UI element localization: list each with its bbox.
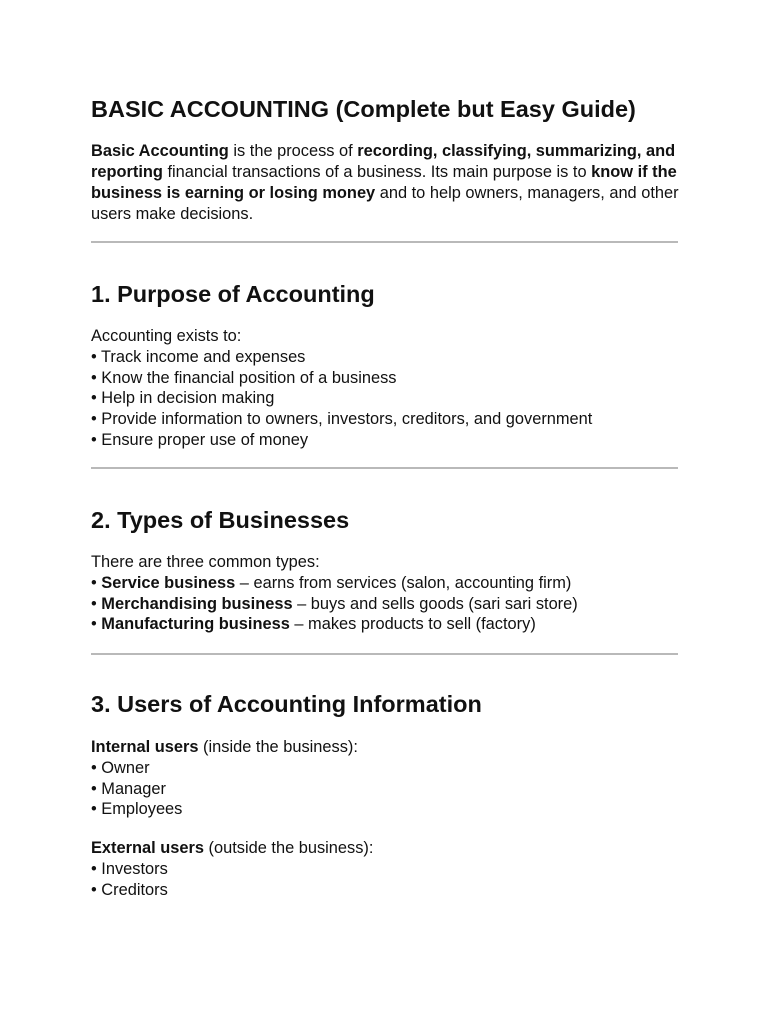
intro-text-1: is the process of — [228, 142, 358, 160]
section-heading-purpose: 1. Purpose of Accounting — [91, 281, 375, 307]
intro-text-3: and to help owners, managers, and other users make decisions. — [91, 184, 679, 223]
divider — [91, 241, 678, 243]
intro-bold-process: recording, classifying, summarizing, and reporting — [91, 142, 676, 181]
intro-text-2: financial transactions of a business. Its main purpose is to — [162, 163, 592, 181]
list-item: • Manager — [91, 779, 166, 798]
purpose-lead: Accounting exists to: — [91, 327, 242, 345]
internal-users-term: Internal users — [91, 738, 199, 756]
document-title: BASIC ACCOUNTING (Complete but Easy Guide) — [91, 96, 636, 122]
list-item: • Help in decision making — [91, 389, 275, 408]
business-type-term: Manufacturing business — [101, 615, 290, 634]
intro-bold-term: Basic Accounting — [91, 142, 229, 160]
business-types-lead: There are three common types: — [91, 553, 320, 571]
intro-bold-purpose: know if the business is earning or losing money — [91, 163, 677, 202]
business-type-term: Merchandising business — [101, 594, 293, 613]
list-item: • Ensure proper use of money — [91, 430, 309, 449]
list-item: • Creditors — [91, 880, 168, 899]
external-users-lead: External users (outside the business): — [91, 839, 374, 857]
section-heading-users: 3. Users of Accounting Information — [91, 691, 482, 717]
internal-users-lead: Internal users (inside the business): — [91, 738, 358, 756]
business-types-list — [91, 552, 681, 635]
internal-users-list — [91, 737, 681, 820]
list-item: • Service business – earns from services (salon, accounting firm) — [91, 573, 572, 592]
purpose-list — [91, 326, 681, 451]
list-item: • Owner — [91, 758, 150, 777]
list-item: • Investors — [91, 859, 168, 878]
divider — [91, 653, 678, 655]
list-item: • Track income and expenses — [91, 347, 306, 366]
list-item: • Provide information to owners, investors, creditors, and government — [91, 410, 593, 429]
section-heading-business-types: 2. Types of Businesses — [91, 507, 350, 533]
divider — [91, 467, 678, 469]
list-item: • Know the financial position of a business — [91, 368, 397, 387]
business-type-term: Service business — [101, 573, 236, 592]
list-item: • Merchandising business – buys and sells goods (sari sari store) — [91, 594, 578, 613]
intro-paragraph — [91, 141, 681, 225]
external-users-list — [91, 838, 681, 900]
list-item: • Manufacturing business – makes products to sell (factory) — [91, 615, 536, 634]
external-users-term: External users — [91, 839, 204, 857]
list-item: • Employees — [91, 800, 183, 819]
